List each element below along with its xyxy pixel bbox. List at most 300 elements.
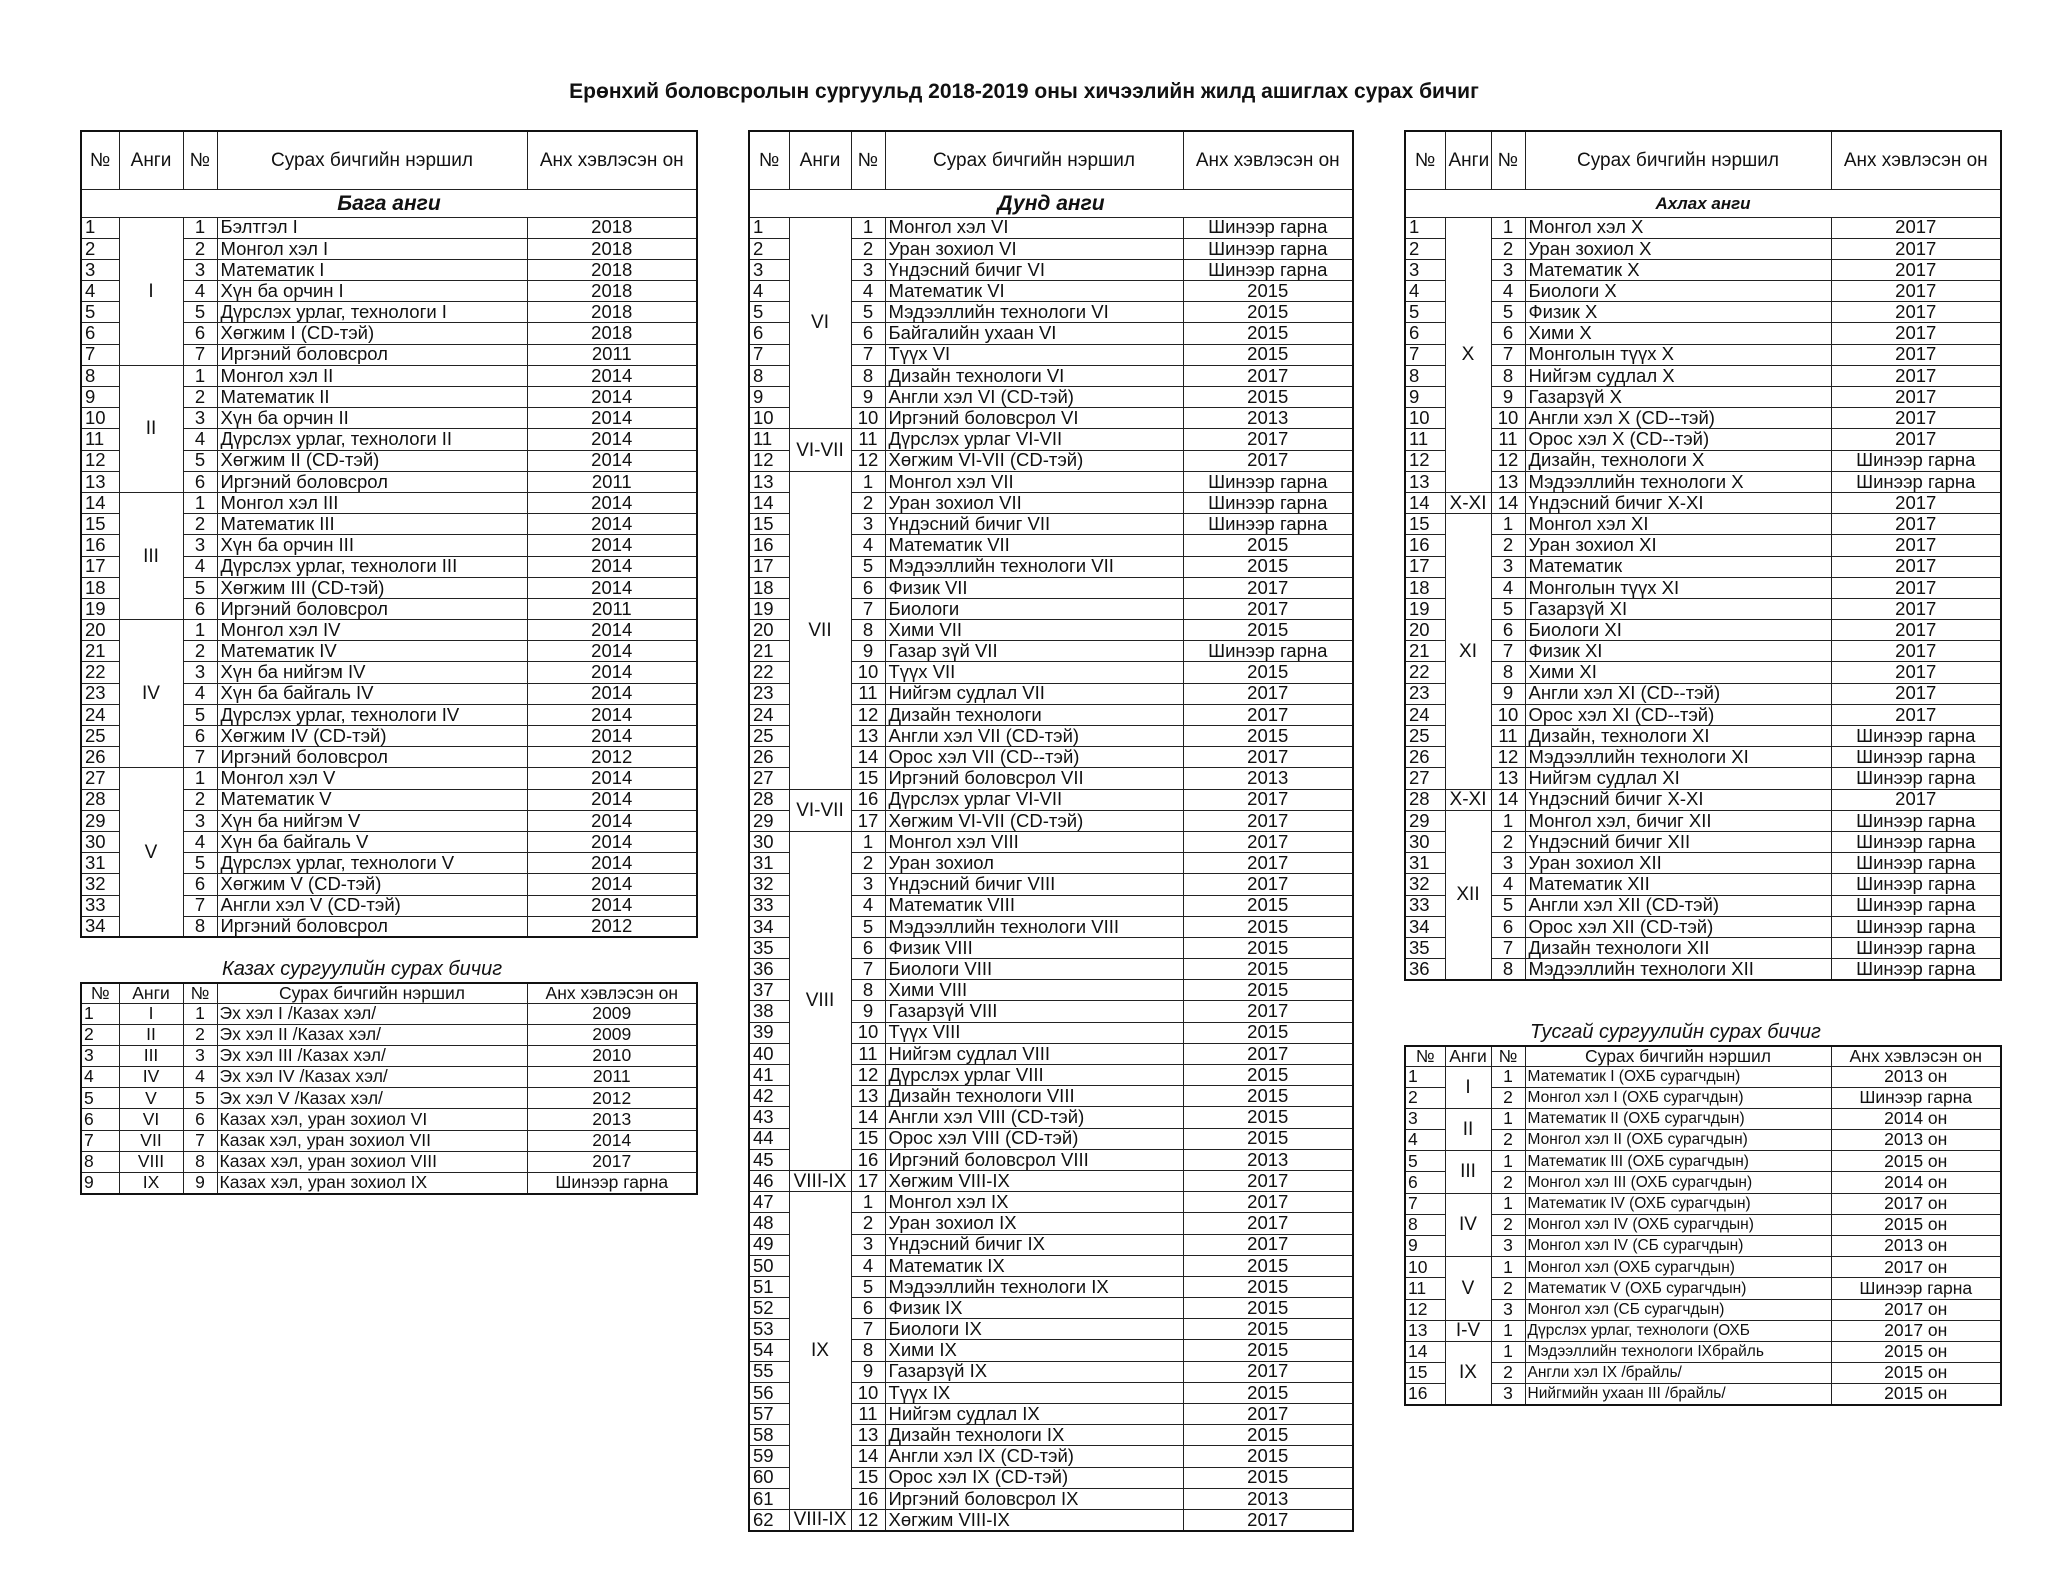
first-published: 2015	[1183, 1467, 1353, 1488]
item-number: 3	[1491, 853, 1525, 874]
table-row	[81, 1151, 697, 1172]
textbook-name: Хүн ба байгаль IV	[217, 683, 527, 704]
row-number: 2	[1405, 1087, 1445, 1108]
textbook-name: Математик IV	[217, 641, 527, 662]
row-number: 11	[81, 429, 119, 450]
row-number: 5	[749, 302, 789, 323]
row-number: 11	[749, 429, 789, 450]
first-published: 2015 он	[1831, 1363, 2001, 1384]
header-grade: Анги	[789, 131, 851, 189]
textbook-name: Орос хэл XI (CD--тэй)	[1525, 704, 1831, 725]
textbook-name: Иргэний боловсрол	[217, 471, 527, 492]
item-number: 2	[183, 789, 217, 810]
textbook-name: Иргэний боловсрол	[217, 598, 527, 619]
textbook-name: Уран зохиол VI	[885, 238, 1183, 259]
row-number: 11	[1405, 1278, 1445, 1299]
row-number: 1	[749, 217, 789, 238]
row-number: 60	[749, 1467, 789, 1488]
first-published: 2017	[1183, 853, 1353, 874]
textbook-name: Мэдээллийн технологи XI	[1525, 747, 1831, 768]
first-published: 2017	[1183, 1213, 1353, 1234]
item-number: 8	[851, 1340, 885, 1361]
table-row	[1405, 1108, 2001, 1129]
first-published: 2014	[527, 641, 697, 662]
row-number: 23	[749, 683, 789, 704]
header-year: Анх хэвлэсэн он	[1831, 1046, 2001, 1066]
textbook-name: Англи хэл VII (CD-тэй)	[885, 726, 1183, 747]
first-published: 2018	[527, 238, 697, 259]
grade-cell: VII	[789, 471, 851, 789]
item-number: 11	[851, 1404, 885, 1425]
textbook-name: Орос хэл IX (CD-тэй)	[885, 1467, 1183, 1488]
row-number: 6	[81, 1109, 119, 1130]
item-number: 7	[1491, 641, 1525, 662]
textbook-name: Биологи X	[1525, 281, 1831, 302]
table-row	[1405, 492, 2001, 513]
item-number: 3	[851, 874, 885, 895]
row-number: 18	[1405, 577, 1445, 598]
first-published: Шинээр гарна	[1183, 641, 1353, 662]
first-published: 2015	[1183, 937, 1353, 958]
row-number: 8	[749, 365, 789, 386]
grade-cell: I	[1445, 1066, 1491, 1108]
first-published: 2017	[1183, 1361, 1353, 1382]
first-published: 2015	[1183, 323, 1353, 344]
item-number: 11	[851, 1043, 885, 1064]
first-published: 2017	[1831, 789, 2001, 810]
textbook-name: Дүрслэх урлаг, технологи II	[217, 429, 527, 450]
row-number: 21	[749, 641, 789, 662]
row-number: 33	[81, 895, 119, 916]
row-number: 1	[81, 217, 119, 238]
table-row	[81, 1173, 697, 1194]
item-number: 2	[851, 853, 885, 874]
first-published: 2017	[1831, 429, 2001, 450]
item-number: 2	[1491, 238, 1525, 259]
first-published: 2015	[1183, 1107, 1353, 1128]
row-number: 61	[749, 1488, 789, 1509]
textbook-name: Үндэсний бичиг X-XI	[1525, 789, 1831, 810]
textbook-name: Математик I (ОХБ сурагчдын)	[1525, 1066, 1831, 1087]
textbook-name: Хөгжим IV (CD-тэй)	[217, 726, 527, 747]
first-published: 2014	[527, 810, 697, 831]
first-published: 2015	[1183, 1276, 1353, 1297]
table-row	[1405, 514, 2001, 535]
first-published: 2017	[1183, 831, 1353, 852]
item-number: 9	[851, 387, 885, 408]
first-published: 2017	[1831, 704, 2001, 725]
textbook-name: Математик II	[217, 387, 527, 408]
item-number: 6	[851, 577, 885, 598]
textbook-name: Математик VII	[885, 535, 1183, 556]
row-number: 9	[81, 1173, 119, 1194]
textbook-name: Физик XI	[1525, 641, 1831, 662]
textbook-name: Уран зохиол XII	[1525, 853, 1831, 874]
row-number: 12	[1405, 450, 1445, 471]
first-published: Шинээр гарна	[1831, 747, 2001, 768]
textbook-name: Эх хэл III /Казах хэл/	[217, 1045, 527, 1066]
item-number: 9	[851, 1361, 885, 1382]
first-published: Шинээр гарна	[1831, 853, 2001, 874]
item-number: 14	[1491, 492, 1525, 513]
first-published: Шинээр гарна	[1831, 831, 2001, 852]
item-number: 4	[183, 831, 217, 852]
row-number: 10	[749, 408, 789, 429]
row-number: 12	[749, 450, 789, 471]
header-no2: №	[1491, 131, 1525, 189]
item-number: 12	[1491, 450, 1525, 471]
item-number: 11	[851, 683, 885, 704]
row-number: 30	[81, 831, 119, 852]
item-number: 14	[851, 747, 885, 768]
item-number: 4	[851, 281, 885, 302]
textbook-name: Дизайн технологи IX	[885, 1425, 1183, 1446]
textbook-name: Монгол хэл II (ОХБ сурагчдын)	[1525, 1130, 1831, 1151]
item-number: 1	[851, 471, 885, 492]
row-number: 44	[749, 1128, 789, 1149]
grade-cell: IX	[789, 1192, 851, 1510]
item-number: 10	[1491, 704, 1525, 725]
row-number: 16	[1405, 535, 1445, 556]
item-number: 12	[851, 1065, 885, 1086]
header-year: Анх хэвлэсэн он	[527, 983, 697, 1003]
item-number: 1	[1491, 1108, 1525, 1129]
item-number: 6	[183, 874, 217, 895]
first-published: 2015 он	[1831, 1214, 2001, 1235]
row-number: 45	[749, 1149, 789, 1170]
item-number: 7	[851, 344, 885, 365]
item-number: 9	[183, 1173, 217, 1194]
header-year: Анх хэвлэсэн он	[1831, 131, 2001, 189]
item-number: 2	[851, 492, 885, 513]
first-published: 2017	[1831, 514, 2001, 535]
table-row	[1405, 598, 2001, 619]
first-published: 2009	[527, 1003, 697, 1024]
table-row	[1405, 620, 2001, 641]
textbook-name: Хөгжим V (CD-тэй)	[217, 874, 527, 895]
kazakh-school-table	[80, 982, 698, 1195]
textbook-name: Англи хэл VI (CD-тэй)	[885, 387, 1183, 408]
textbook-name: Нийгэм судлал X	[1525, 365, 1831, 386]
grade-cell: I-V	[1445, 1320, 1491, 1341]
first-published: 2010	[527, 1045, 697, 1066]
textbook-name: Мэдээллийн технологи VIII	[885, 916, 1183, 937]
row-number: 36	[749, 959, 789, 980]
textbook-name: Хөгжим VI-VII (CD-тэй)	[885, 810, 1183, 831]
table-row	[1405, 747, 2001, 768]
high-grades-table	[1404, 130, 2002, 981]
row-number: 8	[81, 1151, 119, 1172]
table-row	[1405, 429, 2001, 450]
item-number: 3	[183, 408, 217, 429]
textbook-name: Монгол хэл, бичиг XII	[1525, 810, 1831, 831]
item-number: 16	[851, 789, 885, 810]
first-published: 2017	[1183, 1043, 1353, 1064]
row-number: 17	[81, 556, 119, 577]
first-published: 2015	[1183, 895, 1353, 916]
row-number: 8	[81, 365, 119, 386]
textbook-name: Хүн ба нийгэм V	[217, 810, 527, 831]
row-number: 19	[1405, 598, 1445, 619]
item-number: 6	[1491, 916, 1525, 937]
item-number: 8	[183, 916, 217, 937]
first-published: Шинээр гарна	[1183, 471, 1353, 492]
item-number: 2	[1491, 1363, 1525, 1384]
textbook-name: Дизайн, технологи XI	[1525, 726, 1831, 747]
textbook-name: Уран зохиол IX	[885, 1213, 1183, 1234]
row-number: 62	[749, 1509, 789, 1530]
textbook-name: Монгол хэл III	[217, 492, 527, 513]
first-published: 2015	[1183, 1255, 1353, 1276]
item-number: 9	[851, 641, 885, 662]
textbook-name: Хөгжим II (CD-тэй)	[217, 450, 527, 471]
row-number: 22	[81, 662, 119, 683]
first-published: 2017	[1831, 302, 2001, 323]
item-number: 4	[1491, 281, 1525, 302]
row-number: 40	[749, 1043, 789, 1064]
textbook-name: Иргэний боловсрол	[217, 747, 527, 768]
textbook-name: Биологи	[885, 598, 1183, 619]
first-published: 2017	[1183, 1170, 1353, 1191]
row-number: 3	[81, 259, 119, 280]
section-title: Дунд анги	[749, 189, 1353, 217]
section-row	[1405, 189, 2001, 217]
textbook-name: Үндэсний бичиг XII	[1525, 831, 1831, 852]
row-number: 8	[1405, 365, 1445, 386]
row-number: 2	[749, 238, 789, 259]
header-year: Анх хэвлэсэн он	[1183, 131, 1353, 189]
textbook-name: Түүх VI	[885, 344, 1183, 365]
textbook-name: Иргэний боловсрол VII	[885, 768, 1183, 789]
table-row	[81, 1067, 697, 1088]
grade-cell: IV	[119, 620, 183, 768]
textbook-name: Дүрслэх урлаг VIII	[885, 1065, 1183, 1086]
row-number: 1	[1405, 217, 1445, 238]
textbook-name: Математик III	[217, 514, 527, 535]
textbook-name: Түүх VIII	[885, 1022, 1183, 1043]
item-number: 17	[851, 810, 885, 831]
first-published: 2015 он	[1831, 1341, 2001, 1362]
row-number: 52	[749, 1298, 789, 1319]
row-number: 25	[749, 726, 789, 747]
grade-cell: VI	[119, 1109, 183, 1130]
textbook-name: Хүн ба байгаль V	[217, 831, 527, 852]
item-number: 7	[1491, 344, 1525, 365]
textbook-name: Хими VIII	[885, 980, 1183, 1001]
header-name: Сурах бичгийн нэршил	[217, 983, 527, 1003]
item-number: 3	[183, 1045, 217, 1066]
textbook-name: Үндэсний бичиг VI	[885, 259, 1183, 280]
item-number: 4	[1491, 577, 1525, 598]
first-published: 2017	[1831, 344, 2001, 365]
first-published: 2014	[527, 365, 697, 386]
textbook-name: Монгол хэл IV (СБ сурагчдын)	[1525, 1236, 1831, 1257]
grade-cell: IV	[1445, 1193, 1491, 1257]
textbook-name: Дүрслэх урлаг, технологи V	[217, 853, 527, 874]
first-published: Шинээр гарна	[1831, 874, 2001, 895]
table-row	[1405, 895, 2001, 916]
row-number: 33	[1405, 895, 1445, 916]
first-published: Шинээр гарна	[1831, 471, 2001, 492]
item-number: 6	[183, 726, 217, 747]
row-number: 24	[749, 704, 789, 725]
row-number: 34	[749, 916, 789, 937]
first-published: 2017	[1831, 535, 2001, 556]
table-row	[1405, 768, 2001, 789]
first-published: 2018	[527, 217, 697, 238]
textbook-name: Монгол хэл IV	[217, 620, 527, 641]
row-number: 29	[81, 810, 119, 831]
first-published: Шинээр гарна	[1831, 1087, 2001, 1108]
row-number: 7	[81, 1130, 119, 1151]
grade-cell: I	[119, 1003, 183, 1024]
header-no: №	[749, 131, 789, 189]
row-number: 55	[749, 1361, 789, 1382]
item-number: 2	[1491, 535, 1525, 556]
textbook-name: Монгол хэл I	[217, 238, 527, 259]
textbook-name: Монгол хэл II	[217, 365, 527, 386]
header-no: №	[81, 983, 119, 1003]
grade-cell: VI-VII	[789, 429, 851, 471]
item-number: 8	[1491, 959, 1525, 980]
table-row	[1405, 853, 2001, 874]
item-number: 3	[183, 259, 217, 280]
row-number: 7	[1405, 344, 1445, 365]
row-number: 49	[749, 1234, 789, 1255]
textbook-name: Монгол хэл (ОХБ сурагчдын)	[1525, 1257, 1831, 1278]
item-number: 7	[183, 1130, 217, 1151]
header-no2: №	[183, 131, 217, 189]
textbook-name: Үндэсний бичиг VII	[885, 514, 1183, 535]
item-number: 2	[183, 1024, 217, 1045]
row-number: 13	[1405, 471, 1445, 492]
row-number: 19	[749, 598, 789, 619]
first-published: 2014	[527, 662, 697, 683]
row-number: 1	[1405, 1066, 1445, 1087]
table-row	[1405, 238, 2001, 259]
textbook-name: Уран зохиол	[885, 853, 1183, 874]
grade-cell: II	[1445, 1108, 1491, 1150]
item-number: 1	[1491, 1257, 1525, 1278]
first-published: 2015 он	[1831, 1384, 2001, 1405]
textbook-name: Үндэсний бичиг IX	[885, 1234, 1183, 1255]
first-published: 2015	[1183, 1446, 1353, 1467]
first-published: 2017	[1183, 874, 1353, 895]
row-number: 17	[749, 556, 789, 577]
section-title: Ахлах анги	[1405, 189, 2001, 217]
table-row	[1405, 259, 2001, 280]
textbook-name: Хүн ба нийгэм IV	[217, 662, 527, 683]
item-number: 2	[183, 387, 217, 408]
textbook-name: Газарзүй XI	[1525, 598, 1831, 619]
item-number: 5	[851, 556, 885, 577]
textbook-name: Дизайн технологи VIII	[885, 1086, 1183, 1107]
table-row	[1405, 323, 2001, 344]
row-number: 32	[1405, 874, 1445, 895]
header-year: Анх хэвлэсэн он	[527, 131, 697, 189]
textbook-name: Нийгмийн ухаан III /брайль/	[1525, 1384, 1831, 1405]
table-row	[1405, 535, 2001, 556]
textbook-name: Газар зүй VII	[885, 641, 1183, 662]
textbook-name: Математик V	[217, 789, 527, 810]
row-number: 19	[81, 598, 119, 619]
textbook-name: Мэдээллийн технологи VI	[885, 302, 1183, 323]
item-number: 2	[183, 238, 217, 259]
first-published: Шинээр гарна	[1831, 450, 2001, 471]
grade-cell: VII	[119, 1130, 183, 1151]
first-published: 2012	[527, 1088, 697, 1109]
item-number: 6	[851, 937, 885, 958]
first-published: 2017	[1831, 387, 2001, 408]
row-number: 13	[749, 471, 789, 492]
item-number: 5	[183, 704, 217, 725]
item-number: 8	[851, 365, 885, 386]
grade-cell: X-XI	[1445, 492, 1491, 513]
textbook-name: Мэдээллийн технологи VII	[885, 556, 1183, 577]
table-row	[1405, 344, 2001, 365]
first-published: Шинээр гарна	[1831, 959, 2001, 980]
textbook-name: Монгол хэл VII	[885, 471, 1183, 492]
textbook-name: Хими X	[1525, 323, 1831, 344]
row-number: 6	[81, 323, 119, 344]
textbook-name: Англи хэл VIII (CD-тэй)	[885, 1107, 1183, 1128]
textbook-name: Математик VIII	[885, 895, 1183, 916]
kazakh-table-title: Казах сургуулийн сурах бичиг	[222, 958, 503, 980]
first-published: 2015	[1183, 1382, 1353, 1403]
table-row	[1405, 281, 2001, 302]
textbook-name: Мэдээллийн технологи IXбрайль	[1525, 1341, 1831, 1362]
grade-cell: IV	[119, 1067, 183, 1088]
row-number: 43	[749, 1107, 789, 1128]
item-number: 3	[183, 535, 217, 556]
grade-cell: I	[119, 217, 183, 365]
row-number: 10	[81, 408, 119, 429]
row-number: 10	[1405, 1257, 1445, 1278]
textbook-name: Нийгэм судлал VIII	[885, 1043, 1183, 1064]
item-number: 2	[1491, 1172, 1525, 1193]
item-number: 7	[851, 1319, 885, 1340]
textbook-name: Хүн ба орчин I	[217, 281, 527, 302]
middle-grades-table	[748, 130, 1354, 1532]
textbook-name: Физик VII	[885, 577, 1183, 598]
row-number: 56	[749, 1382, 789, 1403]
first-published: 2014	[527, 683, 697, 704]
header-row	[81, 983, 697, 1003]
row-number: 53	[749, 1319, 789, 1340]
row-number: 7	[1405, 1193, 1445, 1214]
first-published: 2017 он	[1831, 1299, 2001, 1320]
textbook-name: Байгалийн ухаан VI	[885, 323, 1183, 344]
item-number: 7	[183, 344, 217, 365]
item-number: 1	[183, 620, 217, 641]
item-number: 2	[1491, 1087, 1525, 1108]
grade-cell: VIII-IX	[789, 1509, 851, 1530]
row-number: 23	[81, 683, 119, 704]
item-number: 5	[183, 577, 217, 598]
table-row	[1405, 662, 2001, 683]
textbook-name: Эх хэл IV /Казах хэл/	[217, 1067, 527, 1088]
item-number: 6	[183, 323, 217, 344]
textbook-name: Дизайн технологи	[885, 704, 1183, 725]
header-grade: Анги	[119, 983, 183, 1003]
first-published: 2014	[527, 620, 697, 641]
item-number: 16	[851, 1149, 885, 1170]
first-published: 2014	[527, 450, 697, 471]
item-number: 15	[851, 1467, 885, 1488]
item-number: 2	[851, 238, 885, 259]
special-school-table	[1404, 1045, 2002, 1406]
textbook-name: Түүх IX	[885, 1382, 1183, 1403]
